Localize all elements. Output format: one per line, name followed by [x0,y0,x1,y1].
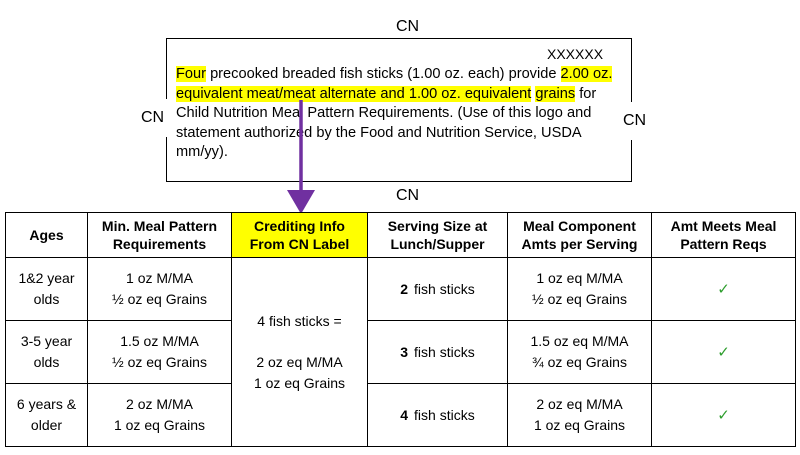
checkmark-icon: ✓ [717,343,730,361]
component-mma: 1 oz eq M/MA [536,270,623,286]
crediting-table [5,212,796,447]
crediting-mma: 2 oz eq M/MA [256,353,343,370]
meets-cell [652,258,796,321]
cn-marker-bottom: CN [366,187,449,205]
table-row [6,384,796,447]
requirement-mma: 1 oz M/MA [126,270,193,286]
cn-statement [176,65,626,163]
crediting-info-cell [232,258,368,447]
cn-statement-rest: for Child Nutrition Meal Pattern Requirements. (Use of this logo and statement authorized by the Food and Nutrition Service, USDA mm/yy). [176,85,597,160]
age-cell: 3-5 year olds [6,321,88,384]
requirement-grains: 1 oz eq Grains [113,417,206,433]
cn-statement-crediting-2: grains [535,85,576,102]
meets-cell [652,384,796,447]
requirement-grains: ½ oz eq Grains [112,291,207,307]
serving-size-cell [368,321,508,384]
header-ages: Ages [6,213,88,258]
header-component-amounts: Meal Component Amts per Serving [508,213,652,258]
table-row [6,258,796,321]
requirement-grains: ½ oz eq Grains [112,354,207,370]
requirement-mma: 2 oz M/MA [126,396,193,412]
header-serving-size: Serving Size at Lunch/Supper [368,213,508,258]
cn-statement-crediting-1: 2.00 oz. equivalent meat/meat alternate and 1.00 oz. equivalent [176,66,613,102]
header-crediting-info: Crediting Info From CN Label [232,213,368,258]
component-cell [508,321,652,384]
component-grains: ¾ oz eq Grains [532,354,627,370]
cn-product-number: XXXXXX [547,46,604,62]
cn-marker-top: CN [366,18,449,36]
crediting-grains: 1 oz eq Grains [253,374,346,391]
header-min-requirements: Min. Meal Pattern Requirements [88,213,232,258]
serving-unit: fish sticks [414,280,475,297]
requirement-cell [88,258,232,321]
meets-cell [652,321,796,384]
component-mma: 1.5 oz eq M/MA [530,333,629,349]
crediting-count: 4 fish sticks = [257,312,342,329]
down-arrow-icon [284,100,318,216]
component-cell [508,258,652,321]
cn-marker-right: CN [617,102,652,140]
requirement-cell [88,384,232,447]
serving-count: 2 [400,280,409,297]
header-meets-requirements: Amt Meets Meal Pattern Reqs [652,213,796,258]
checkmark-icon: ✓ [717,280,730,298]
age-cell: 1&2 year olds [6,258,88,321]
component-grains: 1 oz eq Grains [533,417,626,433]
serving-count: 4 [400,406,409,423]
component-cell [508,384,652,447]
serving-count: 3 [400,343,409,360]
requirement-mma: 1.5 oz M/MA [120,333,199,349]
table-row [6,321,796,384]
component-mma: 2 oz eq M/MA [536,396,623,412]
table-header-row [6,213,796,258]
checkmark-icon: ✓ [717,406,730,424]
serving-size-cell [368,384,508,447]
requirement-cell [88,321,232,384]
cn-statement-count: Four [176,66,207,82]
serving-unit: fish sticks [414,343,475,360]
age-cell: 6 years & older [6,384,88,447]
serving-size-cell [368,258,508,321]
cn-marker-left: CN [135,99,170,137]
serving-unit: fish sticks [414,406,475,423]
cn-statement-product: precooked breaded fish sticks (1.00 oz. each) provide [206,66,561,82]
arrow-head [287,190,315,214]
component-grains: ½ oz eq Grains [532,291,627,307]
